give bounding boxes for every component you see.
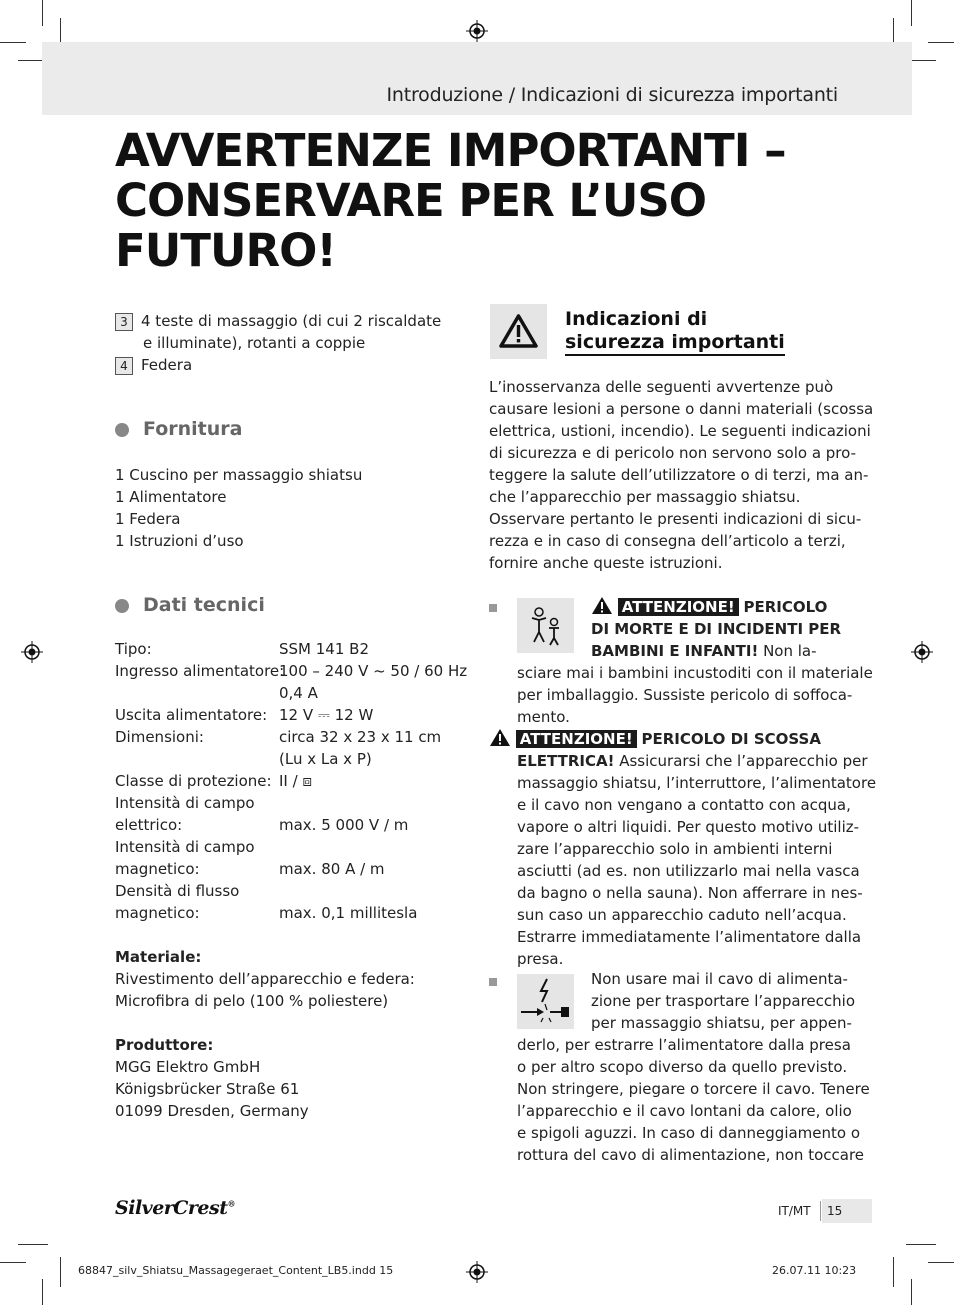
list-item: 1 Alimentatore xyxy=(115,488,227,506)
crop-mark xyxy=(911,1279,912,1305)
list-item: 3 4 teste di massaggio (di cui 2 riscaldate xyxy=(115,310,455,332)
attention-label: ATTENZIONE! xyxy=(618,598,739,616)
page-divider xyxy=(820,1201,821,1221)
registration-mark-icon xyxy=(466,20,488,42)
warning-triangle-icon xyxy=(490,304,547,359)
part-number: 3 xyxy=(115,313,133,331)
text-line: Rivestimento dell’apparecchio e federa: xyxy=(115,970,415,988)
crop-mark xyxy=(42,1279,43,1305)
language-code: IT/MT xyxy=(778,1204,811,1218)
crop-mark xyxy=(0,1262,26,1263)
warning-triangle-icon xyxy=(489,728,511,747)
safety-heading: Indicazioni di sicurezza importanti xyxy=(565,308,785,356)
warning-icon-box xyxy=(490,304,547,359)
warning-block-electric: ATTENZIONE! PERICOLO DI SCOSSA ELETTRICA! Assicurarsi che l’apparecchio per massaggio shiatsu, l’interruttore, l’alimentatore e il cavo non vengano a contatto con acqua, vapore o altri liquidi. Per questo motivo utiliz- zare l’apparecchio solo in ambienti interni asciutti (ad es. non utilizzarlo mai nella vasca da bagno o nella sauna). Non afferrare in nes- sun caso un apparecchio caduto nell’acqua. Estrarre immediatamente l’alimentatore dalla presa. xyxy=(489,728,849,970)
page-title: AVVERTENZE IMPORTANTI – CONSERVARE PER L’USO FUTURO! xyxy=(115,124,786,277)
fornitura-list xyxy=(115,464,362,552)
page-number: 15 xyxy=(827,1204,843,1218)
file-slug: 68847_silv_Shiatsu_Massagegeraet_Content_LB5.indd 15 xyxy=(78,1264,394,1277)
brand-mark: ® xyxy=(227,1198,235,1209)
crop-mark xyxy=(42,0,43,26)
crop-mark xyxy=(928,42,954,43)
section-heading-dati-tecnici: Dati tecnici xyxy=(143,594,265,616)
registration-mark-icon xyxy=(466,1261,488,1283)
text-line: Königsbrücker Straße 61 xyxy=(115,1080,300,1098)
warning-triangle-icon xyxy=(591,596,613,615)
cable-warning-block: Non usare mai il cavo di alimenta- zione per trasportare l’apparecchio per massaggio shiatsu, per appen- derlo, per estrarre l’alimentatore dalla presa o per altro scopo diverso da quello previsto. Non stringere, piegare o torcere il cavo. Tenere l’apparecchio e il cavo lontani da calore, olio e spigoli aguzzi. In caso di danneggiamento o rottura del cavo di alimentazione, non toccare xyxy=(517,970,870,1164)
crop-mark xyxy=(906,1244,936,1245)
registration-mark-icon xyxy=(911,641,933,663)
header-title: Introduzione / Indicazioni di sicurezza importanti xyxy=(386,84,838,106)
crop-mark xyxy=(928,1262,954,1263)
section-bullet xyxy=(115,423,129,437)
list-item: 1 Federa xyxy=(115,510,181,528)
list-bullet xyxy=(489,978,497,986)
section-heading-fornitura: Fornitura xyxy=(143,418,243,440)
brand-name: SilverCrest xyxy=(115,1197,228,1219)
crop-mark xyxy=(893,1257,894,1287)
text-line: Microfibra di pelo (100 % poliestere) xyxy=(115,992,389,1010)
section-bullet xyxy=(115,599,129,613)
produttore-block xyxy=(115,1034,309,1122)
crop-mark xyxy=(0,42,26,43)
list-bullet xyxy=(489,604,497,612)
text-line: MGG Elektro GmbH xyxy=(115,1058,261,1076)
safety-intro: L’inosservanza delle seguenti avvertenze può causare lesioni a persone o danni materiali (scossa elettrica, ustioni, incendio). Le seguenti indicazioni di sicurezza e di pericolo non servono solo a pro- teggere la salute dell’utilizzatore o di terzi, ma an- che l’apparecchio per massaggio shiatsu. Osservare pertanto le presenti indicazioni di sicu- rezza e in caso di consegna dell’articolo a terzi, fornire anche queste istruzioni. xyxy=(489,378,874,572)
part-number: 4 xyxy=(115,357,133,375)
registration-mark-icon xyxy=(21,641,43,663)
materiale-heading: Materiale: xyxy=(115,948,202,966)
warning-block-children: ATTENZIONE! PERICOLO DI MORTE E DI INCIDENTI PER BAMBINI E INFANTI! Non la- sciare mai i bambini incustoditi con il materiale per imballaggio. Sussiste pericolo di soffoca- mento. xyxy=(517,598,873,726)
list-item: 1 Istruzioni d’uso xyxy=(115,532,244,550)
date-slug: 26.07.11 10:23 xyxy=(772,1264,857,1277)
list-item: 1 Cuscino per massaggio shiatsu xyxy=(115,466,363,484)
attention-label: ATTENZIONE! xyxy=(516,730,637,748)
text-line: 01099 Dresden, Germany xyxy=(115,1102,309,1120)
parts-list xyxy=(115,310,455,376)
list-item: 4 Federa xyxy=(115,354,455,376)
crop-mark xyxy=(60,1257,61,1287)
materiale-block xyxy=(115,946,415,1012)
crop-mark xyxy=(911,0,912,26)
list-item: e illuminate), rotanti a coppie xyxy=(143,334,366,352)
crop-mark xyxy=(18,1244,48,1245)
brand-logo xyxy=(115,1197,235,1219)
produttore-heading: Produttore: xyxy=(115,1036,214,1054)
